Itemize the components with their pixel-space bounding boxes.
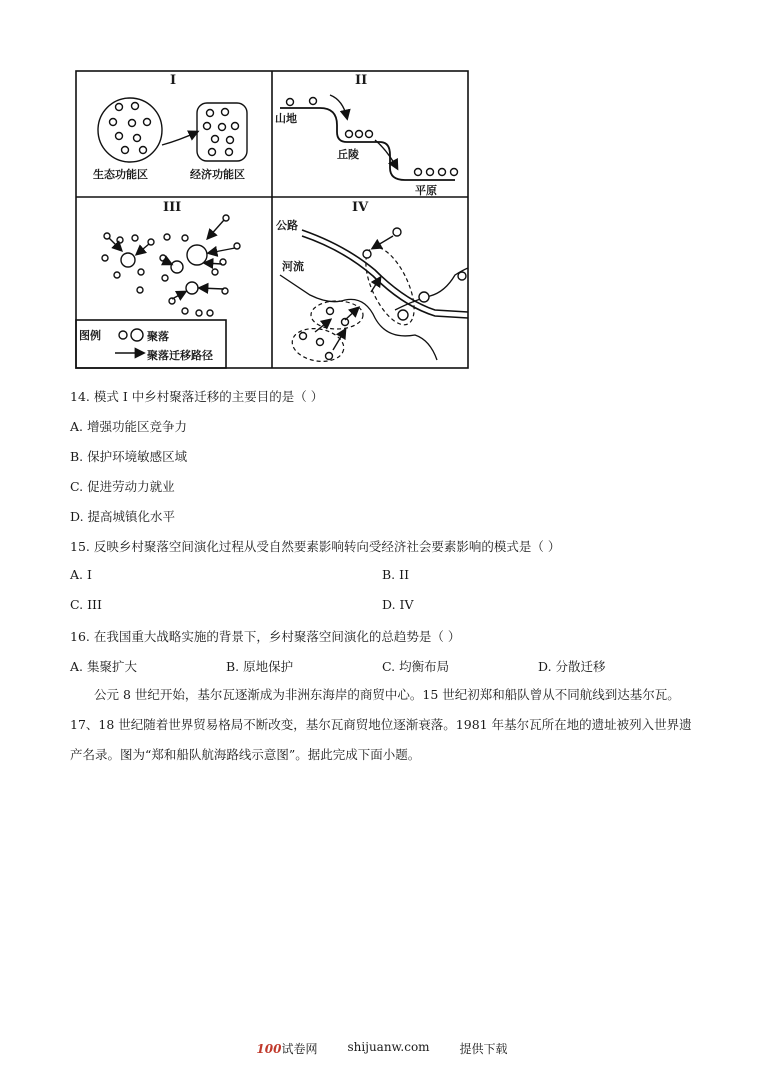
q16-option-c: C. 均衡布局 [382, 659, 450, 674]
footer-brand[interactable] [256, 1040, 317, 1057]
page-footer [0, 1040, 764, 1057]
ecological-zone-label: 生态功能区 [93, 168, 148, 181]
q15-option-b: B. II [382, 567, 410, 582]
q14-option-b: B. 保护环境敏感区域 [70, 449, 188, 464]
q14-option-d: D. 提高城镇化水平 [70, 509, 176, 524]
legend-migration-path: 聚落迁移路径 [147, 349, 213, 362]
question-15: 15. 反映乡村聚落空间演化过程从受自然要素影响转向受经济社会要素影响的模式是（ ） [70, 539, 561, 554]
site-logo: 100 [256, 1042, 282, 1056]
legend-glyphs [115, 329, 143, 353]
panel-4-title: IV [352, 200, 369, 215]
figure-drawing [75, 70, 470, 370]
road-label: 公路 [276, 219, 298, 232]
q16-option-a: A. 集聚扩大 [70, 659, 137, 674]
site-url[interactable]: shijuanw.com [347, 1040, 430, 1054]
settlement-pattern-figure [75, 70, 470, 370]
q16-option-b: B. 原地保护 [226, 659, 294, 674]
site-name: 试卷网 [281, 1042, 318, 1056]
legend-settlement: 聚落 [147, 330, 169, 343]
panel-3-drawing [102, 215, 240, 316]
q15-option-a: A. I [70, 567, 92, 582]
river-label: 河流 [282, 260, 304, 273]
mountain-label: 山地 [275, 112, 297, 125]
download-text: 提供下载 [459, 1042, 508, 1056]
panel-3-title: III [163, 200, 182, 215]
panel-4-drawing [280, 228, 468, 365]
reading-passage: 公元 8 世纪开始，基尔瓦逐渐成为非洲东海岸的商贸中心。15 世纪初郑和船队曾从不同航线到达基尔瓦。17、18 世纪随着世界贸易格局不断改变，基尔瓦商贸地位逐渐衰落。1981 年基尔瓦所在地的遗址被列入世界遗产名录。图为“郑和船队航海路线示意图”。据此完成下面小题。 [70, 687, 692, 762]
economic-zone-label: 经济功能区 [190, 168, 245, 181]
q14-option-c: C. 促进劳动力就业 [70, 479, 175, 494]
q14-option-a: A. 增强功能区竞争力 [70, 419, 187, 434]
q15-option-d: D. IV [382, 597, 414, 612]
panel-1-drawing [98, 98, 247, 162]
q16-option-d: D. 分散迁移 [538, 659, 606, 674]
question-16: 16. 在我国重大战略实施的背景下，乡村聚落空间演化的总趋势是（ ） [70, 629, 461, 644]
panel-2-drawing [280, 95, 458, 180]
q15-option-c: C. III [70, 597, 102, 612]
hill-label: 丘陵 [337, 148, 359, 161]
question-14: 14. 模式 I 中乡村聚落迁移的主要目的是（ ） [70, 389, 324, 404]
legend-title: 图例 [79, 329, 101, 342]
plain-label: 平原 [415, 184, 437, 197]
panel-1-title: I [170, 73, 177, 88]
panel-2-title: II [355, 73, 368, 88]
